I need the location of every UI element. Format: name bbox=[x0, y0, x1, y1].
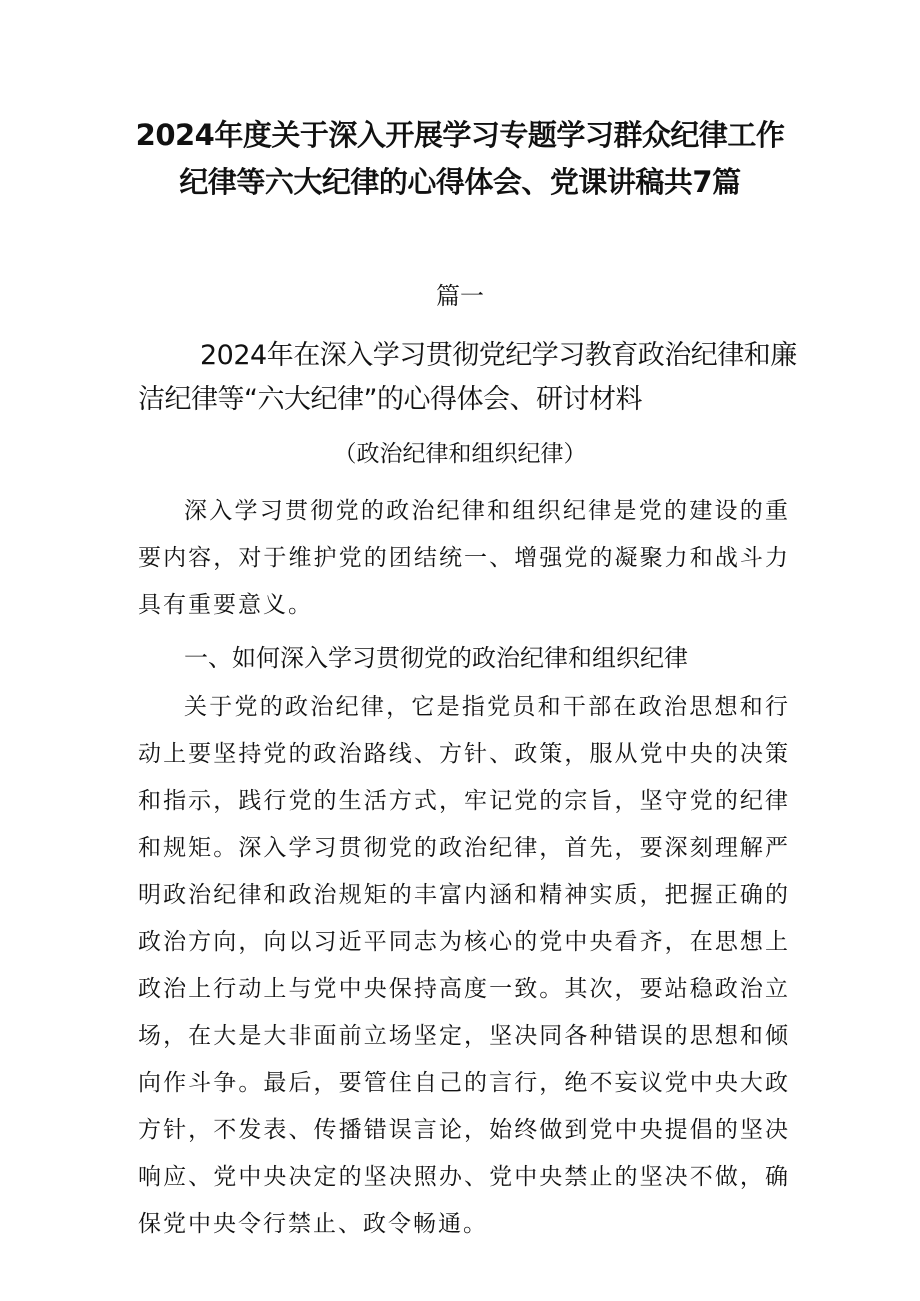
intro-paragraph: 深入学习贯彻党的政治纪律和组织纪律是党的建设的重要内容，对于维护党的团结统一、增强党的凝聚力和战斗力具有重要意义。 bbox=[138, 498, 790, 618]
section-label: 篇一 bbox=[436, 282, 484, 310]
document-title-line-2: 纪律等六大纪律的心得体会、党课讲稿共7篇 bbox=[179, 165, 741, 199]
document-title-line-1: 2024年度关于深入开展学习专题学习群众纪律工作 bbox=[135, 118, 785, 152]
subtitle-line-2: 洁纪律等“六大纪律”的心得体会、研讨材料 bbox=[138, 384, 642, 415]
section-heading-1: 一、如何深入学习贯彻党的政治纪律和组织纪律 bbox=[184, 644, 688, 672]
subtitle-line-1: 2024年在深入学习贯彻党纪学习教育政治纪律和廉 bbox=[200, 340, 797, 371]
body-paragraph: 关于党的政治纪律，它是指党员和干部在政治思想和行动上要坚持党的政治路线、方针、政策，服从党中央的决策和指示，践行党的生活方式，牢记党的宗旨，坚守党的纪律和规矩。深入学习贯彻党的政治纪律，首先，要深刻理解严明政治纪律和政治规矩的丰富内涵和精神实质，把握正确的政治方向，向以习近平同志为核心的党中央看齐，在思想上政治上行动上与党中央保持高度一致。其次，要站稳政治立场，在大是大非面前立场坚定，坚决同各种错误的思想和倾向作斗争。最后，要管住自己的言行，绝不妄议党中央大政方针，不发表、传播错误言论，始终做到党中央提倡的坚决响应、党中央决定的坚决照办、党中央禁止的坚决不做，确保党中央令行禁止、政令畅通。 bbox=[138, 694, 790, 1237]
paren-subtitle: （政治纪律和组织纪律） bbox=[333, 441, 587, 467]
